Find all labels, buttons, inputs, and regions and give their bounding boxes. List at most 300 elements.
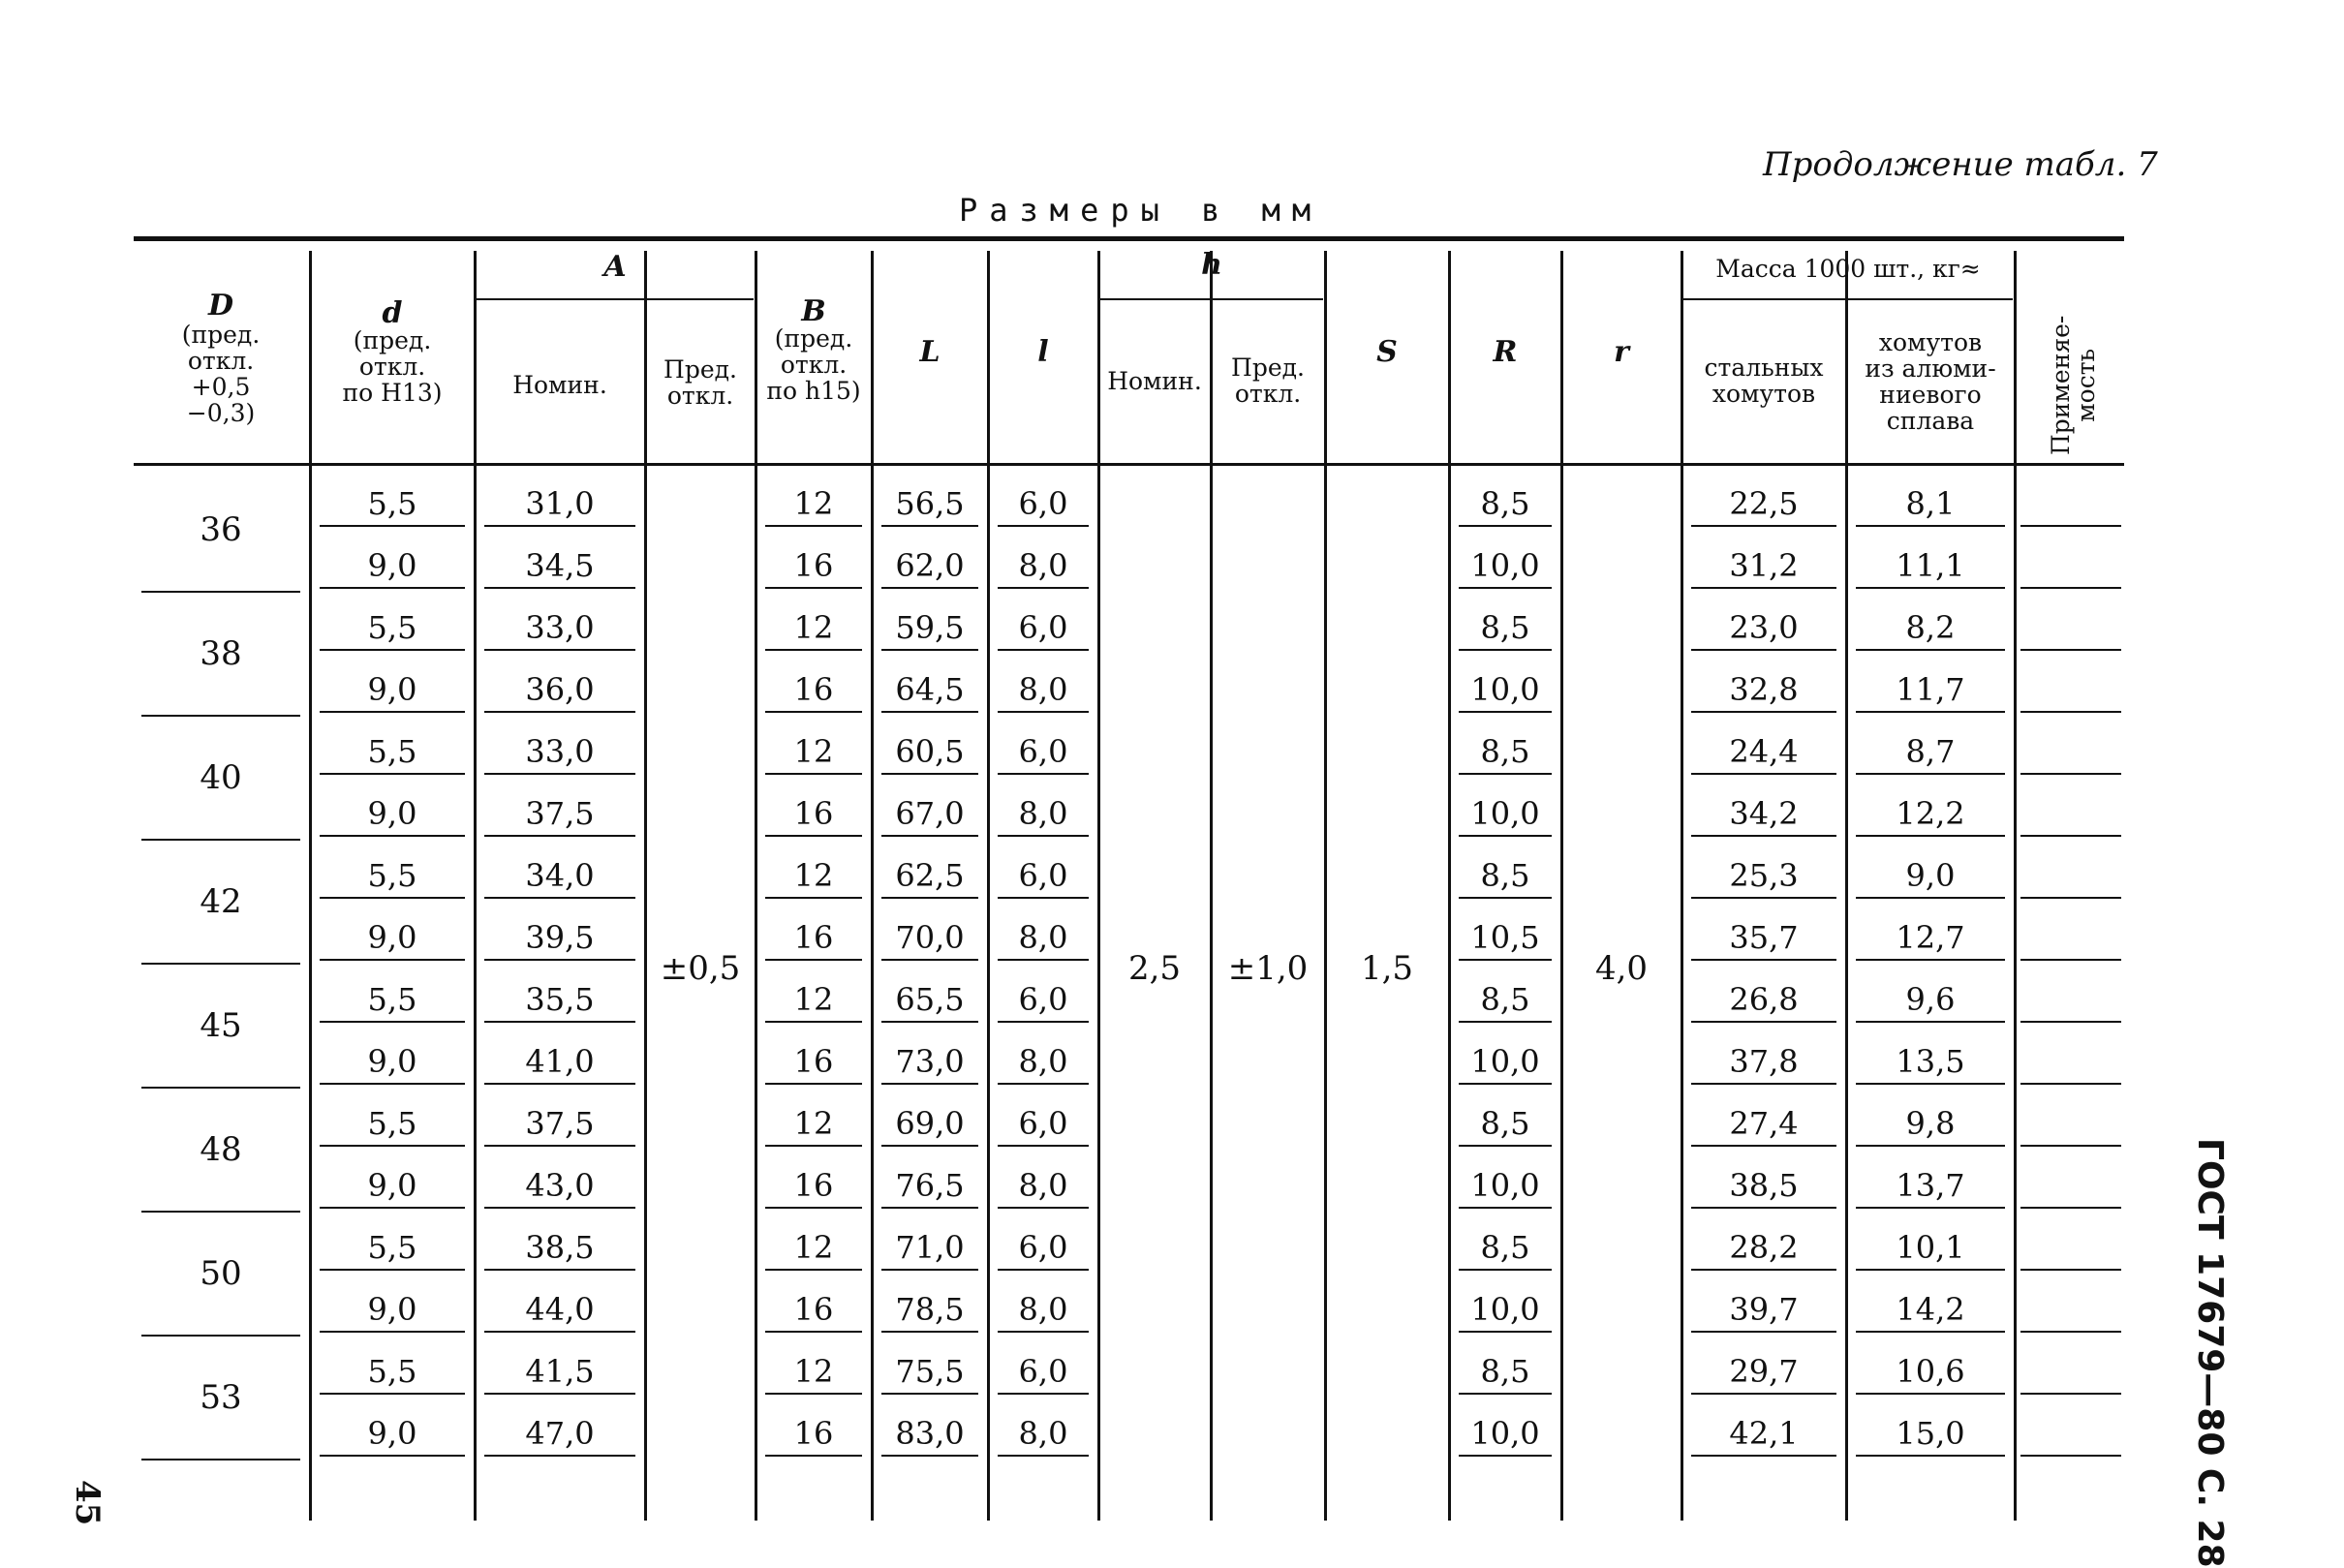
cell-rule <box>320 897 465 899</box>
cell-rule <box>881 587 978 589</box>
cell-rule <box>1856 773 2005 775</box>
table-cell-d: 5,5 <box>367 981 417 1018</box>
cell-rule <box>1691 1331 1836 1333</box>
column-rule <box>1210 251 1213 1521</box>
cell-rule <box>320 711 465 713</box>
table-cell-l: 8,0 <box>1018 1291 1068 1328</box>
cell-rule <box>881 711 978 713</box>
cell-rule <box>1459 959 1552 961</box>
cell-rule <box>484 1331 635 1333</box>
cell-rule <box>765 1207 862 1209</box>
table-cell-A: 41,5 <box>525 1353 595 1390</box>
header-a-tolerance: Пред. откл. <box>663 355 737 410</box>
cell-rule <box>484 835 635 837</box>
cell-rule <box>1856 959 2005 961</box>
table-cell-A: 33,0 <box>525 733 595 770</box>
applicability-rule <box>2020 1083 2121 1085</box>
table-cell-A: 35,5 <box>525 981 595 1018</box>
diameter-cell: 53 <box>200 1378 242 1417</box>
table-cell-alu: 13,5 <box>1896 1043 1965 1080</box>
table-cell-L: 62,5 <box>895 857 965 894</box>
table-cell-L: 76,5 <box>895 1167 965 1204</box>
cell-rule <box>484 897 635 899</box>
diameter-cell: 42 <box>200 882 242 921</box>
cell-rule <box>1856 1145 2005 1147</box>
cell-rule <box>765 649 862 651</box>
table-cell-L: 60,5 <box>895 733 965 770</box>
cell-rule <box>1459 1455 1552 1457</box>
table-cell-R: 10,0 <box>1470 795 1540 832</box>
applicability-rule <box>2020 711 2121 713</box>
table-cell-steel: 28,2 <box>1729 1229 1799 1266</box>
header-r-small-symbol: r <box>1614 335 1629 369</box>
table-cell-steel: 31,2 <box>1729 547 1799 584</box>
table-cell-A: 31,0 <box>525 485 595 522</box>
cell-rule <box>1856 1393 2005 1395</box>
cell-rule <box>484 1021 635 1023</box>
cell-rule <box>320 835 465 837</box>
diameter-cell: 36 <box>200 510 242 549</box>
table-cell-l: 8,0 <box>1018 1415 1068 1452</box>
cell-rule <box>1459 1021 1552 1023</box>
cell-rule <box>320 1393 465 1395</box>
header-s-symbol: S <box>1376 335 1398 369</box>
table-cell-B: 12 <box>793 981 834 1018</box>
applicability-rule <box>2020 1145 2121 1147</box>
group-rule <box>141 1335 300 1337</box>
r-merged: 4,0 <box>1594 949 1649 988</box>
continuation-caption: Продолжение табл. 7 <box>1763 145 2158 184</box>
table-cell-steel: 23,0 <box>1729 609 1799 646</box>
table-cell-B: 12 <box>793 609 834 646</box>
cell-rule <box>484 587 635 589</box>
table-cell-B: 16 <box>793 547 834 584</box>
cell-rule <box>998 587 1089 589</box>
table-cell-steel: 29,7 <box>1729 1353 1799 1390</box>
cell-rule <box>998 773 1089 775</box>
table-cell-d: 5,5 <box>367 1105 417 1142</box>
cell-rule <box>484 525 635 527</box>
group-rule <box>141 1211 300 1213</box>
table-cell-alu: 9,6 <box>1905 981 1956 1018</box>
cell-rule <box>320 1331 465 1333</box>
page-number: 45 <box>68 1480 107 1526</box>
table-top-rule <box>134 236 2124 241</box>
cell-rule <box>484 1083 635 1085</box>
cell-rule <box>1856 711 2005 713</box>
cell-rule <box>1691 1083 1836 1085</box>
table-cell-steel: 34,2 <box>1729 795 1799 832</box>
table-cell-R: 8,5 <box>1480 733 1530 770</box>
cell-rule <box>1856 835 2005 837</box>
header-d-symbol: D <box>207 289 233 323</box>
header-d-small-note: (пред. откл. по H13) <box>342 326 443 407</box>
cell-rule <box>881 897 978 899</box>
cell-rule <box>1856 1207 2005 1209</box>
cell-rule <box>1459 525 1552 527</box>
header-bottom-rule <box>134 463 2124 466</box>
cell-rule <box>484 1455 635 1457</box>
cell-rule <box>484 773 635 775</box>
table-cell-L: 75,5 <box>895 1353 965 1390</box>
cell-rule <box>881 835 978 837</box>
table-cell-d: 5,5 <box>367 857 417 894</box>
cell-rule <box>881 1207 978 1209</box>
header-sub-rule-a <box>477 298 754 300</box>
table-cell-A: 41,0 <box>525 1043 595 1080</box>
table-cell-l: 8,0 <box>1018 919 1068 956</box>
cell-rule <box>484 1393 635 1395</box>
diameter-cell: 50 <box>200 1254 242 1293</box>
table-cell-B: 16 <box>793 1291 834 1328</box>
table-cell-B: 12 <box>793 1229 834 1266</box>
table-cell-alu: 8,7 <box>1905 733 1956 770</box>
applicability-rule <box>2020 587 2121 589</box>
table-cell-B: 12 <box>793 1105 834 1142</box>
cell-rule <box>765 773 862 775</box>
cell-rule <box>998 525 1089 527</box>
cell-rule <box>881 1393 978 1395</box>
table-cell-L: 65,5 <box>895 981 965 1018</box>
cell-rule <box>998 1331 1089 1333</box>
group-rule <box>141 715 300 717</box>
cell-rule <box>1691 835 1836 837</box>
applicability-rule <box>2020 835 2121 837</box>
cell-rule <box>1691 649 1836 651</box>
applicability-rule <box>2020 649 2121 651</box>
table-cell-l: 6,0 <box>1018 981 1068 1018</box>
diameter-cell: 38 <box>200 634 242 673</box>
cell-rule <box>765 1269 862 1271</box>
table-cell-R: 8,5 <box>1480 485 1530 522</box>
table-cell-d: 5,5 <box>367 485 417 522</box>
cell-rule <box>1459 835 1552 837</box>
table-cell-R: 10,0 <box>1470 671 1540 708</box>
table-cell-A: 47,0 <box>525 1415 595 1452</box>
table-cell-l: 6,0 <box>1018 857 1068 894</box>
header-sub-rule-h <box>1100 298 1323 300</box>
table-cell-R: 10,0 <box>1470 547 1540 584</box>
header-l-symbol: L <box>919 335 941 369</box>
table-cell-A: 44,0 <box>525 1291 595 1328</box>
cell-rule <box>998 1021 1089 1023</box>
header-mass-alu: хомутов из алюми- ниевого сплава <box>1865 328 1996 435</box>
table-cell-d: 5,5 <box>367 609 417 646</box>
table-cell-A: 37,5 <box>525 1105 595 1142</box>
table-cell-A: 43,0 <box>525 1167 595 1204</box>
cell-rule <box>998 1083 1089 1085</box>
table-cell-l: 8,0 <box>1018 671 1068 708</box>
table-cell-steel: 42,1 <box>1729 1415 1799 1452</box>
cell-rule <box>1691 1269 1836 1271</box>
applicability-rule <box>2020 897 2121 899</box>
cell-rule <box>320 1145 465 1147</box>
table-cell-steel: 38,5 <box>1729 1167 1799 1204</box>
cell-rule <box>1856 897 2005 899</box>
cell-rule <box>1459 897 1552 899</box>
table-cell-R: 8,5 <box>1480 1105 1530 1142</box>
s-merged: 1,5 <box>1360 949 1414 988</box>
cell-rule <box>1459 587 1552 589</box>
table-cell-B: 16 <box>793 919 834 956</box>
table-cell-alu: 8,1 <box>1905 485 1956 522</box>
table-cell-R: 8,5 <box>1480 1229 1530 1266</box>
table-cell-L: 70,0 <box>895 919 965 956</box>
header-applicability: Применяе- мость <box>2047 315 2100 455</box>
cell-rule <box>998 1269 1089 1271</box>
cell-rule <box>1856 1021 2005 1023</box>
table-cell-l: 6,0 <box>1018 733 1068 770</box>
table-cell-alu: 9,0 <box>1905 857 1956 894</box>
table-cell-L: 64,5 <box>895 671 965 708</box>
cell-rule <box>998 959 1089 961</box>
table-cell-alu: 11,7 <box>1896 671 1965 708</box>
cell-rule <box>484 649 635 651</box>
table-cell-B: 12 <box>793 733 834 770</box>
cell-rule <box>484 1207 635 1209</box>
units-caption: Размеры в мм <box>959 192 1323 229</box>
cell-rule <box>765 1083 862 1085</box>
header-a-symbol: A <box>603 250 627 284</box>
cell-rule <box>1459 1083 1552 1085</box>
cell-rule <box>484 1145 635 1147</box>
cell-rule <box>484 959 635 961</box>
cell-rule <box>1691 959 1836 961</box>
column-rule <box>1097 251 1100 1521</box>
cell-rule <box>765 711 862 713</box>
table-cell-alu: 10,6 <box>1896 1353 1965 1390</box>
table-cell-alu: 8,2 <box>1905 609 1956 646</box>
cell-rule <box>320 1455 465 1457</box>
table-cell-A: 34,5 <box>525 547 595 584</box>
table-cell-l: 8,0 <box>1018 1043 1068 1080</box>
table-cell-d: 5,5 <box>367 1353 417 1390</box>
a-tolerance-merged: ±0,5 <box>660 949 741 988</box>
applicability-rule <box>2020 1207 2121 1209</box>
table-cell-L: 78,5 <box>895 1291 965 1328</box>
table-cell-steel: 32,8 <box>1729 671 1799 708</box>
cell-rule <box>881 1083 978 1085</box>
cell-rule <box>765 525 862 527</box>
cell-rule <box>1856 1083 2005 1085</box>
table-cell-l: 6,0 <box>1018 1105 1068 1142</box>
cell-rule <box>1856 1269 2005 1271</box>
table-cell-R: 8,5 <box>1480 1353 1530 1390</box>
cell-rule <box>1691 1393 1836 1395</box>
table-cell-l: 8,0 <box>1018 547 1068 584</box>
column-rule <box>644 251 647 1521</box>
cell-rule <box>998 649 1089 651</box>
cell-rule <box>1691 525 1836 527</box>
cell-rule <box>998 1455 1089 1457</box>
table-cell-B: 16 <box>793 795 834 832</box>
cell-rule <box>1856 587 2005 589</box>
h-nominal-merged: 2,5 <box>1127 949 1182 988</box>
table-cell-A: 34,0 <box>525 857 595 894</box>
table-cell-L: 69,0 <box>895 1105 965 1142</box>
table-cell-L: 71,0 <box>895 1229 965 1266</box>
header-b-note: (пред. откл. по h15) <box>766 324 861 405</box>
cell-rule <box>765 897 862 899</box>
cell-rule <box>320 587 465 589</box>
column-rule <box>1324 251 1327 1521</box>
cell-rule <box>320 1269 465 1271</box>
table-cell-l: 8,0 <box>1018 795 1068 832</box>
header-b-symbol: B <box>801 294 826 328</box>
table-cell-d: 9,0 <box>367 919 417 956</box>
cell-rule <box>1691 897 1836 899</box>
table-cell-alu: 11,1 <box>1896 547 1965 584</box>
table-cell-alu: 12,7 <box>1896 919 1965 956</box>
cell-rule <box>1459 1393 1552 1395</box>
header-h-nominal: Номин. <box>1107 367 1202 395</box>
cell-rule <box>998 897 1089 899</box>
cell-rule <box>881 525 978 527</box>
header-a-nominal: Номин. <box>512 371 607 399</box>
cell-rule <box>765 1393 862 1395</box>
cell-rule <box>998 1393 1089 1395</box>
table-cell-d: 9,0 <box>367 1043 417 1080</box>
applicability-rule <box>2020 1021 2121 1023</box>
applicability-rule <box>2020 1455 2121 1457</box>
table-cell-steel: 26,8 <box>1729 981 1799 1018</box>
cell-rule <box>881 773 978 775</box>
table-cell-B: 12 <box>793 857 834 894</box>
table-cell-alu: 9,8 <box>1905 1105 1956 1142</box>
cell-rule <box>1691 1021 1836 1023</box>
header-l-small-symbol: l <box>1037 335 1049 369</box>
cell-rule <box>1459 1207 1552 1209</box>
cell-rule <box>765 1021 862 1023</box>
cell-rule <box>320 1083 465 1085</box>
header-mass-steel: стальных хомутов <box>1704 354 1824 408</box>
table-cell-B: 16 <box>793 1043 834 1080</box>
table-cell-d: 9,0 <box>367 1291 417 1328</box>
table-cell-alu: 13,7 <box>1896 1167 1965 1204</box>
table-cell-L: 67,0 <box>895 795 965 832</box>
cell-rule <box>1459 711 1552 713</box>
table-cell-d: 9,0 <box>367 671 417 708</box>
applicability-rule <box>2020 525 2121 527</box>
cell-rule <box>320 649 465 651</box>
cell-rule <box>765 959 862 961</box>
diameter-cell: 48 <box>200 1130 242 1169</box>
group-rule <box>141 1087 300 1089</box>
table-cell-alu: 12,2 <box>1896 795 1965 832</box>
cell-rule <box>1459 1269 1552 1271</box>
table-cell-A: 39,5 <box>525 919 595 956</box>
cell-rule <box>765 1145 862 1147</box>
diameter-cell: 40 <box>200 758 242 797</box>
table-cell-steel: 35,7 <box>1729 919 1799 956</box>
group-rule <box>141 839 300 841</box>
table-cell-R: 10,0 <box>1470 1291 1540 1328</box>
table-cell-R: 8,5 <box>1480 981 1530 1018</box>
cell-rule <box>1459 649 1552 651</box>
column-rule <box>1560 251 1563 1521</box>
table-cell-l: 6,0 <box>1018 609 1068 646</box>
table-cell-R: 10,5 <box>1470 919 1540 956</box>
applicability-rule <box>2020 773 2121 775</box>
table-cell-A: 36,0 <box>525 671 595 708</box>
table-cell-L: 56,5 <box>895 485 965 522</box>
table-cell-alu: 15,0 <box>1896 1415 1965 1452</box>
table-cell-B: 16 <box>793 1167 834 1204</box>
diameter-cell: 45 <box>200 1006 242 1045</box>
group-rule <box>141 1459 300 1460</box>
table-cell-B: 12 <box>793 1353 834 1390</box>
table-cell-R: 10,0 <box>1470 1043 1540 1080</box>
group-rule <box>141 591 300 593</box>
table-cell-steel: 22,5 <box>1729 485 1799 522</box>
table-cell-L: 73,0 <box>895 1043 965 1080</box>
cell-rule <box>1459 1145 1552 1147</box>
cell-rule <box>765 1331 862 1333</box>
applicability-rule <box>2020 959 2121 961</box>
header-mass-title: Масса 1000 шт., кг≈ <box>1715 255 1981 283</box>
cell-rule <box>320 525 465 527</box>
table-cell-d: 9,0 <box>367 1167 417 1204</box>
cell-rule <box>320 773 465 775</box>
table-cell-l: 6,0 <box>1018 1229 1068 1266</box>
table-cell-B: 12 <box>793 485 834 522</box>
table-cell-l: 6,0 <box>1018 1353 1068 1390</box>
cell-rule <box>1691 1145 1836 1147</box>
table-cell-l: 8,0 <box>1018 1167 1068 1204</box>
table-cell-d: 5,5 <box>367 1229 417 1266</box>
cell-rule <box>320 1021 465 1023</box>
cell-rule <box>1856 1455 2005 1457</box>
cell-rule <box>1691 773 1836 775</box>
cell-rule <box>881 1145 978 1147</box>
header-h-tolerance: Пред. откл. <box>1231 354 1305 408</box>
cell-rule <box>998 711 1089 713</box>
table-cell-steel: 39,7 <box>1729 1291 1799 1328</box>
applicability-rule <box>2020 1269 2121 1271</box>
table-cell-R: 10,0 <box>1470 1167 1540 1204</box>
cell-rule <box>881 1269 978 1271</box>
column-rule <box>2014 251 2017 1521</box>
table-cell-L: 62,0 <box>895 547 965 584</box>
standard-reference: ГОСТ 17679—80 С. 28 <box>2190 1138 2230 1568</box>
table-cell-A: 38,5 <box>525 1229 595 1266</box>
table-cell-alu: 10,1 <box>1896 1229 1965 1266</box>
cell-rule <box>765 1455 862 1457</box>
cell-rule <box>881 1021 978 1023</box>
cell-rule <box>1691 1207 1836 1209</box>
table-cell-d: 9,0 <box>367 1415 417 1452</box>
cell-rule <box>1691 587 1836 589</box>
table-cell-R: 10,0 <box>1470 1415 1540 1452</box>
table-cell-A: 37,5 <box>525 795 595 832</box>
cell-rule <box>320 1207 465 1209</box>
group-rule <box>141 963 300 965</box>
header-r-symbol: R <box>1493 335 1518 369</box>
header-d-small-symbol: d <box>382 296 403 330</box>
header-d-note: (пред. откл. +0,5 −0,3) <box>181 321 261 427</box>
table-cell-L: 59,5 <box>895 609 965 646</box>
cell-rule <box>1856 525 2005 527</box>
cell-rule <box>1856 649 2005 651</box>
table-cell-B: 16 <box>793 671 834 708</box>
table-cell-R: 8,5 <box>1480 609 1530 646</box>
cell-rule <box>765 587 862 589</box>
cell-rule <box>484 711 635 713</box>
table-cell-alu: 14,2 <box>1896 1291 1965 1328</box>
table-cell-A: 33,0 <box>525 609 595 646</box>
table-cell-L: 83,0 <box>895 1415 965 1452</box>
cell-rule <box>1856 1331 2005 1333</box>
